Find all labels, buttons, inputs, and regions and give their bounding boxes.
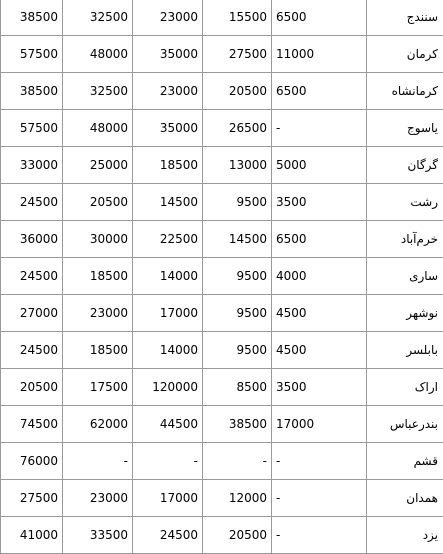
value-cell: 17000 — [272, 406, 367, 443]
value-cell: 38500 — [1, 73, 63, 110]
city-cell: رشت — [367, 184, 443, 221]
value-cell: 13000 — [203, 147, 272, 184]
value-cell: 35000 — [133, 36, 203, 73]
value-cell: 38500 — [203, 406, 272, 443]
value-cell: 48000 — [63, 110, 133, 147]
value-cell: 3500 — [272, 369, 367, 406]
fare-table-body — [1, 0, 443, 554]
value-cell: - — [63, 443, 133, 480]
table-row — [1, 406, 443, 443]
value-cell: 14000 — [133, 258, 203, 295]
value-cell: 27000 — [1, 295, 63, 332]
value-cell: 57500 — [1, 36, 63, 73]
value-cell: 6500 — [272, 0, 367, 36]
value-cell: 32500 — [63, 73, 133, 110]
value-cell: 25000 — [63, 147, 133, 184]
value-cell: 18500 — [63, 332, 133, 369]
value-cell: 9500 — [203, 184, 272, 221]
value-cell: 22500 — [133, 221, 203, 258]
city-cell: سنندج — [367, 0, 443, 36]
value-cell: 9500 — [203, 295, 272, 332]
value-cell: 32500 — [63, 0, 133, 36]
value-cell: 24500 — [1, 332, 63, 369]
value-cell: 76000 — [1, 443, 63, 480]
value-cell: 36000 — [1, 221, 63, 258]
city-cell: کرمانشاه — [367, 73, 443, 110]
value-cell: 20500 — [203, 73, 272, 110]
value-cell: 12000 — [203, 480, 272, 517]
city-cell: ساری — [367, 258, 443, 295]
value-cell: 20500 — [203, 517, 272, 554]
value-cell: - — [272, 517, 367, 554]
value-cell: 24500 — [1, 184, 63, 221]
value-cell: 8500 — [203, 369, 272, 406]
city-cell: بندرعباس — [367, 406, 443, 443]
value-cell: 23000 — [133, 0, 203, 36]
value-cell: 41000 — [1, 517, 63, 554]
city-cell: کرمان — [367, 36, 443, 73]
city-cell: همدان — [367, 480, 443, 517]
value-cell: 6500 — [272, 221, 367, 258]
table-row — [1, 221, 443, 258]
value-cell: 33500 — [63, 517, 133, 554]
value-cell: 74500 — [1, 406, 63, 443]
value-cell: 17000 — [133, 480, 203, 517]
value-cell: 20500 — [63, 184, 133, 221]
table-row — [1, 295, 443, 332]
value-cell: 38500 — [1, 0, 63, 36]
value-cell: - — [133, 443, 203, 480]
table-row — [1, 147, 443, 184]
value-cell: 14500 — [133, 184, 203, 221]
table-row — [1, 0, 443, 36]
value-cell: 18500 — [133, 147, 203, 184]
table-row — [1, 480, 443, 517]
value-cell: 48000 — [63, 36, 133, 73]
value-cell: 6500 — [272, 73, 367, 110]
value-cell: 23000 — [63, 295, 133, 332]
city-cell: نوشهر — [367, 295, 443, 332]
table-row — [1, 184, 443, 221]
table-row — [1, 332, 443, 369]
value-cell: 14500 — [203, 221, 272, 258]
value-cell: 120000 — [133, 369, 203, 406]
city-cell: اراک — [367, 369, 443, 406]
city-cell: یاسوج — [367, 110, 443, 147]
value-cell: 17000 — [133, 295, 203, 332]
value-cell: 23000 — [63, 480, 133, 517]
table-row — [1, 443, 443, 480]
table-row — [1, 369, 443, 406]
value-cell: - — [272, 110, 367, 147]
value-cell: 24500 — [1, 258, 63, 295]
value-cell: 35000 — [133, 110, 203, 147]
value-cell: 17500 — [63, 369, 133, 406]
table-row — [1, 73, 443, 110]
value-cell: 18500 — [63, 258, 133, 295]
value-cell: 4500 — [272, 295, 367, 332]
value-cell: 15500 — [203, 0, 272, 36]
value-cell: - — [203, 443, 272, 480]
value-cell: 44500 — [133, 406, 203, 443]
value-cell: - — [272, 443, 367, 480]
table-row — [1, 36, 443, 73]
value-cell: 14000 — [133, 332, 203, 369]
value-cell: 30000 — [63, 221, 133, 258]
value-cell: 27500 — [1, 480, 63, 517]
value-cell: 4500 — [272, 332, 367, 369]
value-cell: 57500 — [1, 110, 63, 147]
value-cell: 5000 — [272, 147, 367, 184]
value-cell: 27500 — [203, 36, 272, 73]
table-row — [1, 258, 443, 295]
value-cell: 4000 — [272, 258, 367, 295]
value-cell: 9500 — [203, 332, 272, 369]
city-cell: خرم‌آباد — [367, 221, 443, 258]
value-cell: 62000 — [63, 406, 133, 443]
table-row — [1, 110, 443, 147]
value-cell: 24500 — [133, 517, 203, 554]
city-cell: یزد — [367, 517, 443, 554]
value-cell: 20500 — [1, 369, 63, 406]
city-cell: قشم — [367, 443, 443, 480]
city-cell: گرگان — [367, 147, 443, 184]
value-cell: - — [272, 480, 367, 517]
value-cell: 3500 — [272, 184, 367, 221]
value-cell: 26500 — [203, 110, 272, 147]
value-cell: 9500 — [203, 258, 272, 295]
value-cell: 11000 — [272, 36, 367, 73]
value-cell: 23000 — [133, 73, 203, 110]
value-cell: 33000 — [1, 147, 63, 184]
city-cell: بابلسر — [367, 332, 443, 369]
